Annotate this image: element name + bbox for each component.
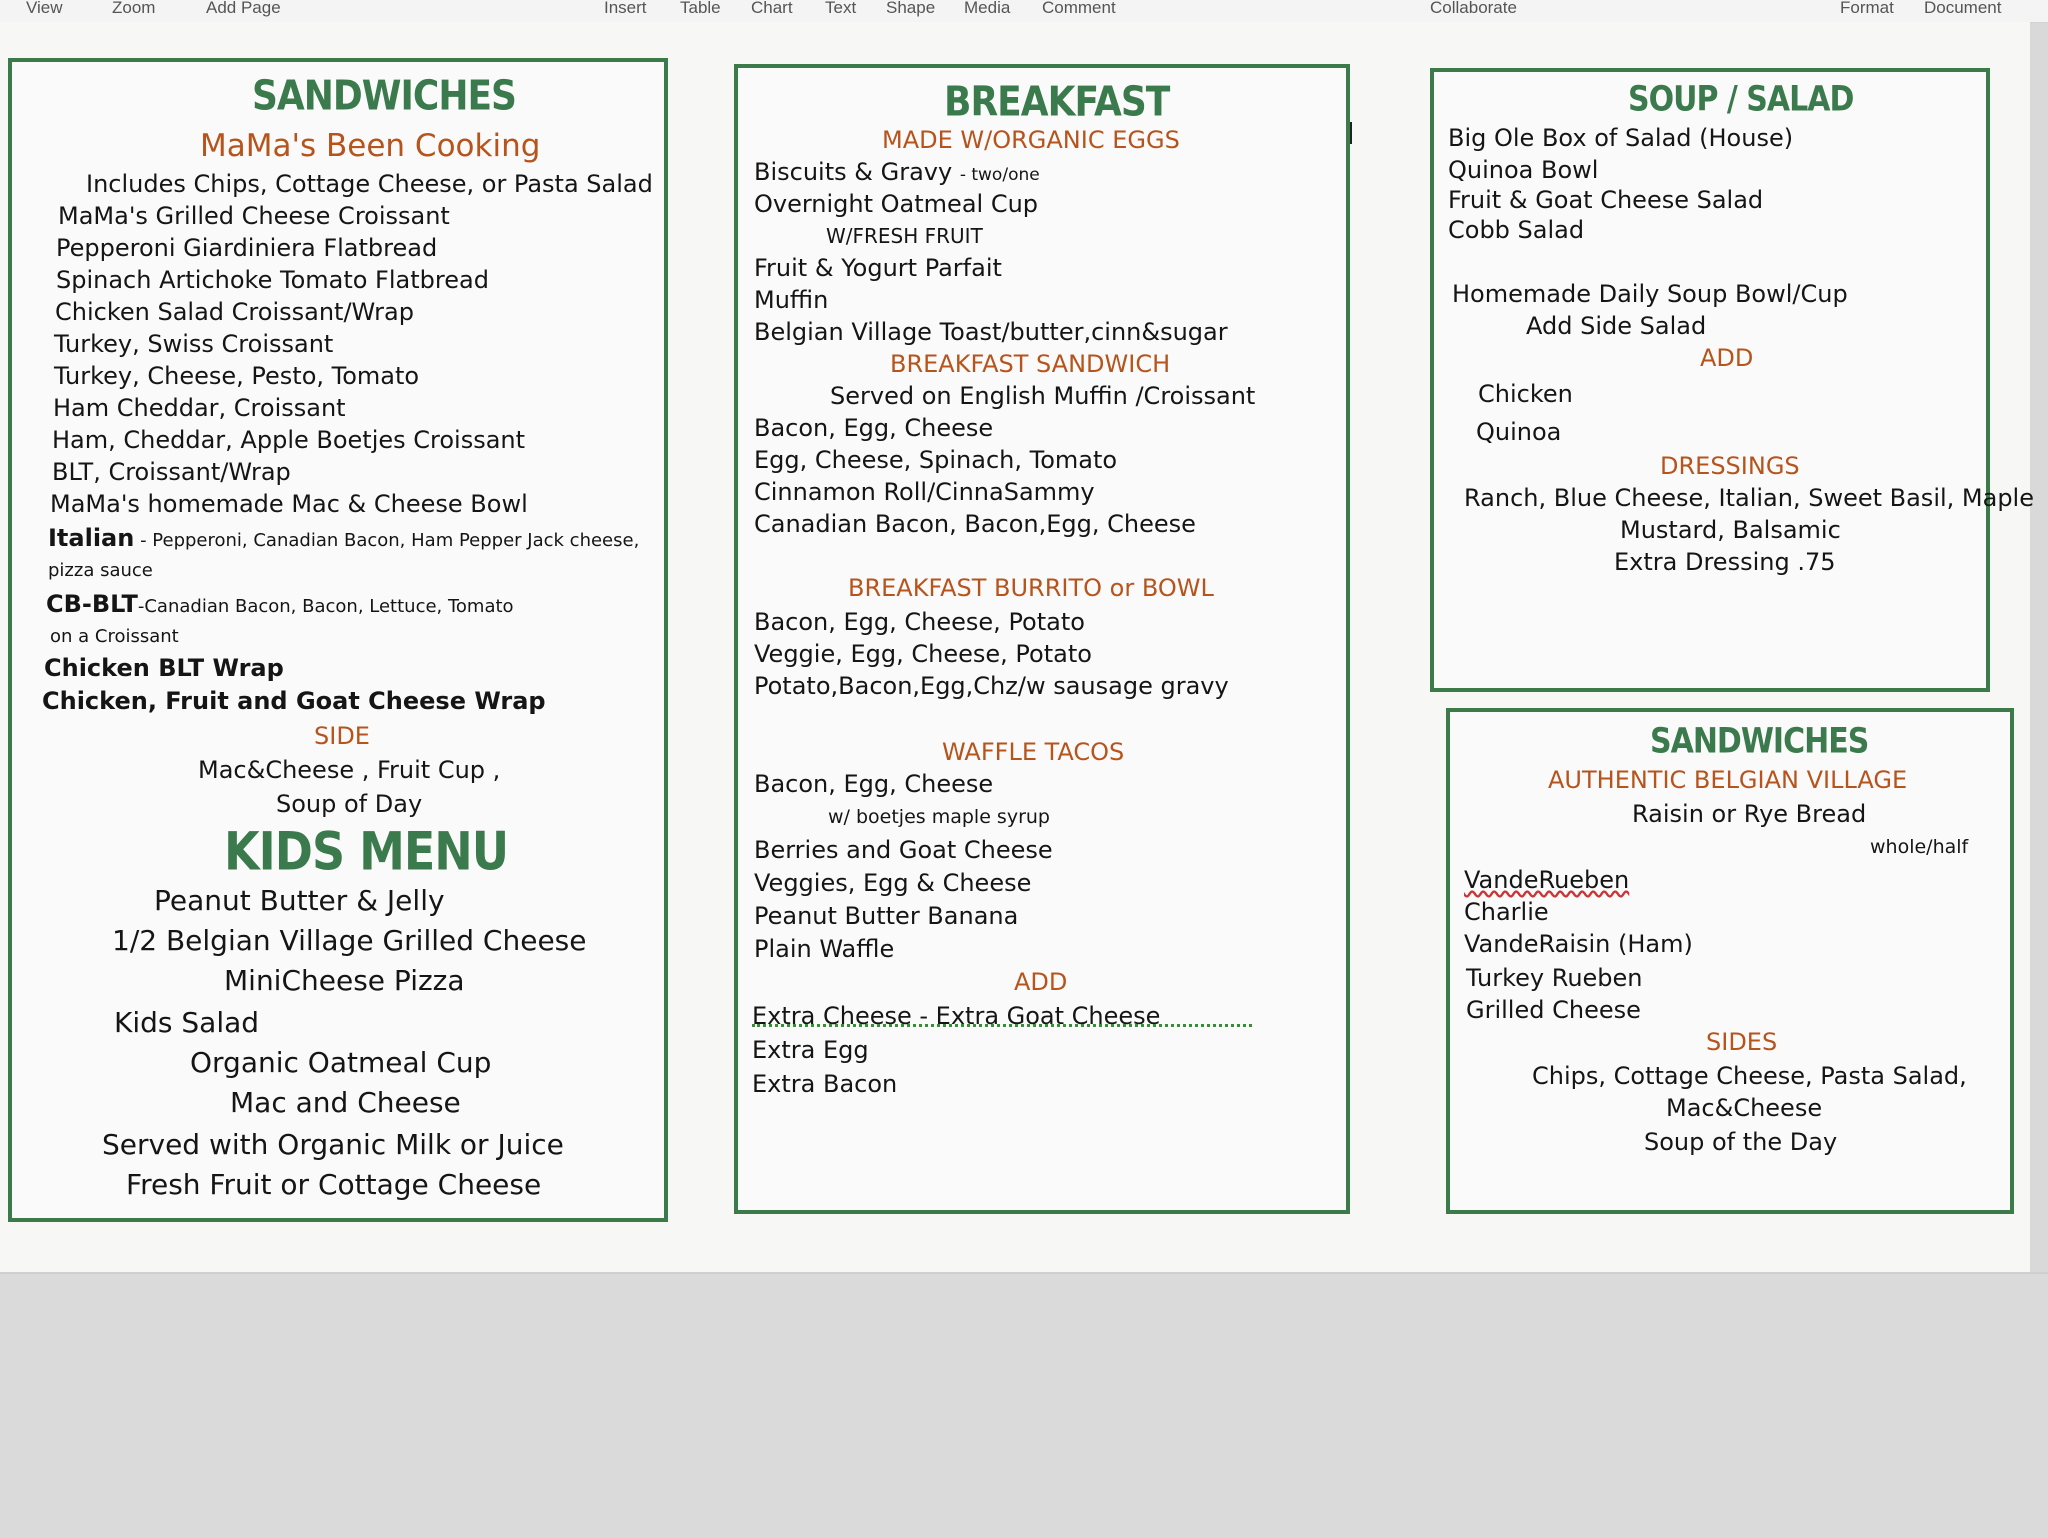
bread-line: Raisin or Rye Bread — [1632, 800, 1867, 828]
add-item-0: Extra Cheese - Extra Goat Cheese — [752, 1002, 1161, 1030]
kids-item-2: MiniCheese Pizza — [224, 964, 465, 997]
side-salad-line: Add Side Salad — [1526, 312, 1707, 340]
toolbar-table[interactable]: Table — [680, 0, 721, 17]
fresh-fruit-note: W/FRESH FRUIT — [826, 224, 983, 248]
right-item-0: VandeRueben — [1464, 866, 1630, 894]
toolbar-zoom[interactable]: Zoom — [112, 0, 156, 17]
toolbar-media[interactable]: Media — [964, 0, 1011, 17]
organic-eggs-subtitle: MADE W/ORGANIC EGGS — [882, 126, 1180, 154]
sides-line-1: Mac&Cheese — [1666, 1094, 1823, 1122]
toolbar-format[interactable]: Format — [1840, 0, 1894, 17]
bs-item-3: Canadian Bacon, Bacon,Egg, Cheese — [754, 510, 1196, 538]
add-item-2: Extra Bacon — [752, 1070, 898, 1098]
kids-item-3: Kids Salad — [114, 1006, 260, 1039]
breakfast-heading: BREAKFAST — [944, 78, 1170, 127]
left-item-4: Turkey, Swiss Croissant — [54, 330, 334, 358]
left-item-6: Ham Cheddar, Croissant — [53, 394, 346, 422]
parfait-item: Fruit & Yogurt Parfait — [754, 254, 1002, 282]
app-toolbar — [0, 0, 2048, 23]
kids-item-7: Fresh Fruit or Cottage Cheese — [126, 1168, 542, 1201]
biscuits-line — [754, 158, 1040, 186]
cbblt-desc: -Canadian Bacon, Bacon, Lettuce, Tomato — [137, 596, 514, 617]
right-item-4: Grilled Cheese — [1466, 996, 1641, 1024]
salad-item-3: Cobb Salad — [1448, 216, 1585, 244]
cbblt-desc-2: on a Croissant — [50, 626, 179, 647]
kids-item-1: 1/2 Belgian Village Grilled Cheese — [112, 924, 587, 957]
text-cursor — [1350, 122, 1352, 144]
add-item-1: Extra Egg — [752, 1036, 869, 1064]
kids-item-6: Served with Organic Milk or Juice — [102, 1128, 564, 1161]
left-item-5: Turkey, Cheese, Pesto, Tomato — [54, 362, 420, 390]
kids-item-0: Peanut Butter & Jelly — [154, 884, 445, 917]
left-item-1: Pepperoni Giardiniera Flatbread — [56, 234, 438, 262]
toolbar-shape[interactable]: Shape — [886, 0, 936, 17]
side-line-0: Mac&Cheese , Fruit Cup , — [198, 756, 501, 784]
left-item-3: Chicken Salad Croissant/Wrap — [55, 298, 414, 326]
includes-line: Includes Chips, Cottage Cheese, or Pasta Salad — [86, 170, 653, 198]
soup-salad-heading: SOUP / SALAD — [1628, 79, 1854, 120]
toolbar-document[interactable]: Document — [1924, 0, 2002, 17]
breakfast-sandwich-heading: BREAKFAST SANDWICH — [890, 350, 1171, 378]
left-item-2: Spinach Artichoke Tomato Flatbread — [56, 266, 489, 294]
side-heading: SIDE — [314, 722, 370, 750]
soup-line: Homemade Daily Soup Bowl/Cup — [1452, 280, 1848, 308]
right-item-2: VandeRaisin (Ham) — [1464, 930, 1693, 958]
soup-add-item-0: Chicken — [1478, 380, 1573, 408]
biscuits-note: - two/one — [959, 165, 1040, 185]
muffin-item: Muffin — [754, 286, 829, 314]
right-item-3: Turkey Rueben — [1466, 964, 1643, 992]
cbblt-line — [46, 590, 514, 618]
sides-line-0: Chips, Cottage Cheese, Pasta Salad, — [1532, 1062, 1967, 1090]
waffle-item-3: Plain Waffle — [754, 935, 895, 963]
toolbar-add-page[interactable]: Add Page — [206, 0, 281, 17]
toolbar-view[interactable]: View — [26, 0, 63, 17]
salad-item-2: Fruit & Goat Cheese Salad — [1448, 186, 1764, 214]
belgian-village-subtitle: AUTHENTIC BELGIAN VILLAGE — [1548, 766, 1908, 794]
kids-menu-heading: KIDS MENU — [224, 819, 509, 883]
burrito-item-2: Potato,Bacon,Egg,Chz/w sausage gravy — [754, 672, 1229, 700]
italian-desc-2: pizza sauce — [48, 560, 153, 581]
italian-line — [48, 524, 639, 552]
right-item-1: Charlie — [1464, 898, 1549, 926]
soup-salad-panel — [1430, 68, 2034, 692]
toolbar-text[interactable]: Text — [825, 0, 857, 17]
bold-item-0: Chicken BLT Wrap — [44, 654, 284, 682]
cbblt-name: CB-BLT — [46, 590, 138, 618]
bs-item-0: Bacon, Egg, Cheese — [754, 414, 994, 442]
soup-add-item-1: Quinoa — [1476, 418, 1562, 446]
toolbar-comment[interactable]: Comment — [1042, 0, 1116, 17]
whole-half-note: whole/half — [1870, 836, 1969, 858]
sides-heading: SIDES — [1706, 1028, 1778, 1056]
mamas-subtitle: MaMa's Been Cooking — [200, 128, 541, 164]
waffle-item-first: Bacon, Egg, Cheese — [754, 770, 994, 798]
burrito-heading: BREAKFAST BURRITO or BOWL — [848, 574, 1214, 602]
bs-served-line: Served on English Muffin /Croissant — [830, 382, 1256, 410]
bold-item-1: Chicken, Fruit and Goat Cheese Wrap — [42, 687, 546, 715]
oatmeal-item: Overnight Oatmeal Cup — [754, 190, 1039, 218]
sandwiches-heading: SANDWICHES — [252, 72, 516, 121]
salad-item-1: Quinoa Bowl — [1448, 156, 1599, 184]
dressing-line-0: Ranch, Blue Cheese, Italian, Sweet Basil, Maple — [1464, 484, 2034, 512]
italian-desc: - Pepperoni, Canadian Bacon, Ham Pepper Jack cheese, — [134, 530, 640, 551]
toast-item: Belgian Village Toast/butter,cinn&sugar — [754, 318, 1228, 346]
soup-add-heading: ADD — [1700, 344, 1754, 372]
breakfast-panel — [734, 64, 1350, 1214]
dotted-underline — [752, 1024, 1252, 1027]
right-sandwiches-heading: SANDWICHES — [1650, 721, 1869, 762]
kids-item-4: Organic Oatmeal Cup — [190, 1046, 492, 1079]
dressing-line-1: Mustard, Balsamic — [1620, 516, 1841, 544]
left-item-0: MaMa's Grilled Cheese Croissant — [58, 202, 450, 230]
dressing-line-2: Extra Dressing .75 — [1614, 548, 1836, 576]
burrito-item-0: Bacon, Egg, Cheese, Potato — [754, 608, 1085, 636]
sides-line-2: Soup of the Day — [1644, 1128, 1838, 1156]
waffle-item-0: Berries and Goat Cheese — [754, 836, 1053, 864]
toolbar-chart[interactable]: Chart — [751, 0, 793, 17]
waffle-tacos-heading: WAFFLE TACOS — [942, 738, 1125, 766]
left-item-8: BLT, Croissant/Wrap — [52, 458, 291, 486]
side-line-1: Soup of Day — [276, 790, 423, 818]
toolbar-collaborate[interactable]: Collaborate — [1430, 0, 1517, 17]
italian-name: Italian — [48, 524, 135, 552]
kids-item-5: Mac and Cheese — [230, 1086, 461, 1119]
left-item-7: Ham, Cheddar, Apple Boetjes Croissant — [52, 426, 526, 454]
add-heading: ADD — [1014, 968, 1068, 996]
waffle-syrup-note: w/ boetjes maple syrup — [828, 806, 1050, 828]
toolbar-insert[interactable]: Insert — [604, 0, 647, 17]
bs-item-1: Egg, Cheese, Spinach, Tomato — [754, 446, 1118, 474]
waffle-item-2: Peanut Butter Banana — [754, 902, 1019, 930]
left-item-9: MaMa's homemade Mac & Cheese Bowl — [50, 490, 528, 518]
dressings-heading: DRESSINGS — [1660, 452, 1800, 480]
salad-item-0: Big Ole Box of Salad (House) — [1448, 124, 1794, 152]
burrito-item-1: Veggie, Egg, Cheese, Potato — [754, 640, 1092, 668]
biscuits-item: Biscuits & Gravy — [754, 158, 953, 186]
waffle-item-1: Veggies, Egg & Cheese — [754, 869, 1032, 897]
bs-item-2: Cinnamon Roll/CinnaSammy — [754, 478, 1095, 506]
belgian-sandwiches-panel — [1446, 708, 2014, 1214]
document-canvas-background — [0, 1272, 2048, 1538]
sandwiches-kids-panel — [8, 58, 668, 1222]
